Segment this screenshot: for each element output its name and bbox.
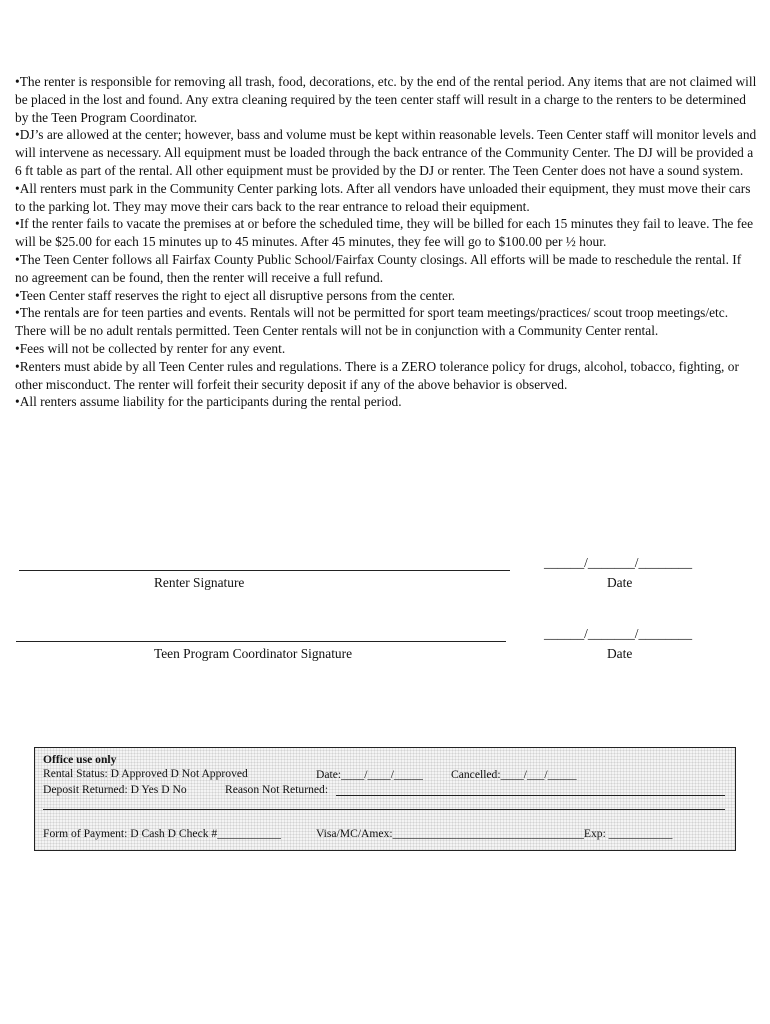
office-use-box [34, 747, 736, 851]
reason-line-1[interactable] [336, 795, 725, 796]
rule-teen-only: •The rentals are for teen parties and events. Rentals will not be permitted for sport team meetings/practices/ scout troop meetings/etc. There will be no adult rentals permitted. Teen Center rentals will not be in conjunction with a Community Center rental. [15, 305, 729, 339]
rule-closings: •The Teen Center follows all Fairfax County Public School/Fairfax County closings. All efforts will be made to reschedule the rental. If no agreement can be found, then the renter will receive a full refund. [15, 251, 742, 285]
office-use-title: Office use only [43, 753, 117, 766]
reason-not-returned-label: Reason Not Returned: [225, 783, 329, 796]
deposit-returned-field[interactable]: Deposit Returned: D Yes D No [43, 783, 187, 796]
rule-late-fee: •If the renter fails to vacate the premises at or before the scheduled time, they will be billed for each 15 minutes they fail to leave. The fee will be $25.00 for each 15 minutes up to 45 minutes. After 45 minutes, they fee will go to $100.00 per ½ hour. [15, 216, 754, 250]
coordinator-date-field[interactable]: ______/_______/________ [544, 626, 693, 641]
renter-date-label: Date [607, 575, 633, 590]
renter-signature-label: Renter Signature [154, 575, 245, 590]
rule-fees: •Fees will not be collected by renter for any event. [15, 340, 286, 356]
rule-disruptive: •Teen Center staff reserves the right to eject all disruptive persons from the center. [15, 287, 456, 303]
coordinator-signature-label: Teen Program Coordinator Signature [154, 646, 353, 661]
renter-signature-line[interactable] [19, 570, 510, 571]
rule-zero-tolerance: •Renters must abide by all Teen Center rules and regulations. There is a ZERO tolerance policy for drugs, alcohol, tobacco, fighting, or other misconduct. The renter will forfeit their security deposit if any of the above behavior is observed. [15, 358, 739, 392]
rule-parking: •All renters must park in the Community Center parking lots. After all vendors have unloaded their equipment, they must move their cars to the parking lot. They may move their cars back to the rear entrance to reload their equipment. [15, 180, 751, 214]
rule-dj: •DJ’s are allowed at the center; however, bass and volume must be kept within reasonable levels. Teen Center staff will monitor levels and will intervene as necessary. All equipment must be loaded through the back entrance of the Community Center. The DJ will be provided a 6 ft table as part of the rental. All other equipment must be provided by the DJ or renter. The Teen Center does not have a sound system. [15, 127, 757, 178]
renter-date-field[interactable]: ______/_______/________ [544, 555, 693, 570]
coordinator-signature-line[interactable] [16, 641, 506, 642]
rule-cleanup: •The renter is responsible for removing all trash, food, decorations, etc. by the end of the rental period. Any items that are not claimed will be placed in the lost and found. Any extra cleaning required by the teen center staff will result in a charge to the renters to be determined by the Teen Program Coordinator. [15, 74, 757, 125]
visa-mc-amex-field[interactable]: Visa/MC/Amex:_________________________________Exp: ___________ [316, 827, 673, 840]
coordinator-date-label: Date [607, 646, 633, 661]
reason-line-2[interactable] [43, 809, 725, 810]
cancelled-field[interactable]: Cancelled:____/___/_____ [451, 768, 577, 781]
form-of-payment-field[interactable]: Form of Payment: D Cash D Check #___________ [43, 827, 281, 840]
rental-status-field[interactable]: Rental Status: D Approved D Not Approved [43, 767, 248, 780]
rental-rules-list [15, 73, 757, 411]
office-date-field[interactable]: Date:____/____/_____ [316, 768, 423, 781]
rule-liability: •All renters assume liability for the participants during the rental period. [15, 394, 402, 410]
